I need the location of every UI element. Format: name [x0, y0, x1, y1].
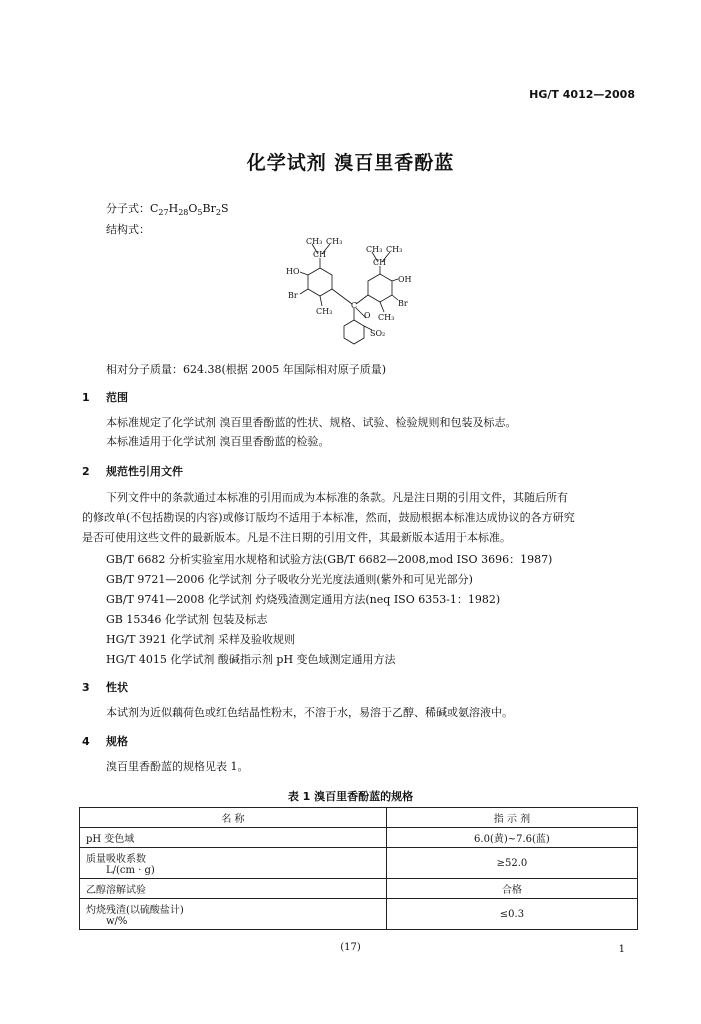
section-1-number: 1 [82, 391, 90, 404]
ch3-d-label: CH₃ [386, 245, 403, 254]
section-4-paragraph: 溴百里香酚蓝的规格见表 1。 [106, 760, 249, 773]
section-2-paragraph-line-2: 的修改单(不包括勘误的内容)或修订版均不适用于本标准，然而，鼓励根据本标准达成协议的各方研究 [82, 511, 575, 524]
molar-mass: 相对分子质量：624.38(根据 2005 年国际相对原子质量) [106, 363, 387, 376]
formula-o-count: 5 [197, 208, 203, 218]
formula-c-count: 27 [158, 208, 169, 218]
formula-br-count: 2 [215, 208, 221, 218]
column-header-value: 指 示 剂 [386, 808, 637, 828]
section-3-number: 3 [82, 681, 90, 694]
column-header-name: 名 称 [80, 808, 387, 828]
table-header-row [80, 808, 638, 828]
section-1-paragraph-1: 本标准规定了化学试剂 溴百里香酚蓝的性状、规格、试验、检验规则和包装及标志。 [106, 416, 517, 429]
standard-code: HG/T 4012—2008 [529, 88, 635, 101]
ch3-c-label: CH₃ [366, 245, 383, 254]
ch3-right-label: CH₃ [378, 313, 395, 322]
row-name: 乙醇溶解试验 [80, 879, 387, 899]
reference-item: GB/T 9721—2006 化学试剂 分子吸收分光光度法通则(紫外和可见光部分) [106, 573, 473, 586]
ho-label: HO [286, 267, 300, 276]
page-number-center: (17) [340, 942, 361, 953]
row-name: pH 变色域 [80, 828, 387, 848]
document-title: 化学试剂 溴百里香酚蓝 [246, 152, 455, 174]
section-2-title: 规范性引用文件 [106, 465, 183, 478]
formula-label: 分子式： [106, 202, 150, 215]
table-row [80, 828, 638, 848]
bottom-ring [344, 320, 364, 344]
table-row [80, 899, 638, 930]
right-ring [368, 274, 392, 302]
ch3-left-label: CH₃ [316, 307, 333, 316]
ch-left-label: CH [313, 250, 327, 259]
formula-h-count: 28 [178, 208, 189, 218]
row-unit: w/% [106, 916, 128, 927]
reference-item: HG/T 3921 化学试剂 采样及验收规则 [106, 633, 295, 646]
left-ring [308, 268, 332, 296]
reference-item: GB/T 9741—2008 化学试剂 灼烧残渣测定通用方法(neq ISO 6353-1：1982) [106, 593, 501, 606]
page-number-right: 1 [618, 944, 625, 955]
row-value: ≥52.0 [386, 848, 637, 879]
structure-label: 结构式： [106, 223, 150, 236]
molecular-formula [106, 200, 229, 217]
section-1-paragraph-2: 本标准适用于化学试剂 溴百里香酚蓝的检验。 [106, 435, 330, 448]
structural-formula-diagram [280, 232, 430, 352]
so2-label: SO₂ [370, 329, 386, 338]
section-3-paragraph: 本试剂为近似藕荷色或红色结晶性粉末，不溶于水，易溶于乙醇、稀碱或氨溶液中。 [106, 706, 513, 719]
formula-o: O [188, 202, 198, 215]
br-right-label: Br [398, 299, 408, 308]
section-4-heading [82, 733, 128, 749]
reference-item: HG/T 4015 化学试剂 酸碱指示剂 pH 变色域测定通用方法 [106, 653, 396, 666]
reference-item: GB 15346 化学试剂 包装及标志 [106, 613, 268, 626]
row-name: 质量吸收系数 [86, 854, 146, 865]
section-2-heading [82, 463, 183, 479]
table-caption: 表 1 溴百里香酚蓝的规格 [287, 790, 414, 803]
section-4-number: 4 [82, 735, 90, 748]
reference-item: GB/T 6682 分析实验室用水规格和试验方法(GB/T 6682—2008,mod ISO 3696：1987) [106, 553, 553, 566]
row-name-cell [80, 848, 387, 879]
ch3-b-label: CH₃ [326, 237, 343, 246]
formula-h: H [168, 202, 179, 215]
formula-s: S [220, 202, 229, 215]
row-name-cell [80, 899, 387, 930]
row-unit: L/(cm · g) [106, 865, 155, 876]
oh-label: OH [398, 275, 412, 284]
table-row [80, 848, 638, 879]
section-2-paragraph-line-1: 下列文件中的条款通过本标准的引用而成为本标准的条款。凡是注日期的引用文件，其随后所有 [106, 491, 568, 504]
section-3-title: 性状 [106, 681, 128, 694]
ch-right-label: CH [373, 258, 387, 267]
br-left-label: Br [288, 291, 298, 300]
formula-c: C [150, 202, 159, 215]
section-2-paragraph-line-3: 是否可使用这些文件的最新版本。凡是不注日期的引用文件，其最新版本适用于本标准。 [82, 531, 511, 544]
section-1-title: 范围 [106, 391, 128, 404]
section-4-title: 规格 [106, 735, 128, 748]
section-1-heading [82, 389, 128, 405]
o-label: O [364, 311, 371, 320]
formula-br: Br [202, 202, 216, 215]
c-center-label: C [351, 301, 358, 310]
row-value: 6.0(黄)~7.6(蓝) [386, 828, 637, 848]
specification-table [79, 807, 638, 930]
section-3-heading [82, 679, 128, 695]
section-2-number: 2 [82, 465, 90, 478]
row-value: 合格 [386, 879, 637, 899]
row-name: 灼烧残渣(以硫酸盐计) [86, 905, 184, 916]
ch3-a-label: CH₃ [306, 237, 323, 246]
table-row [80, 879, 638, 899]
row-value: ≤0.3 [386, 899, 637, 930]
